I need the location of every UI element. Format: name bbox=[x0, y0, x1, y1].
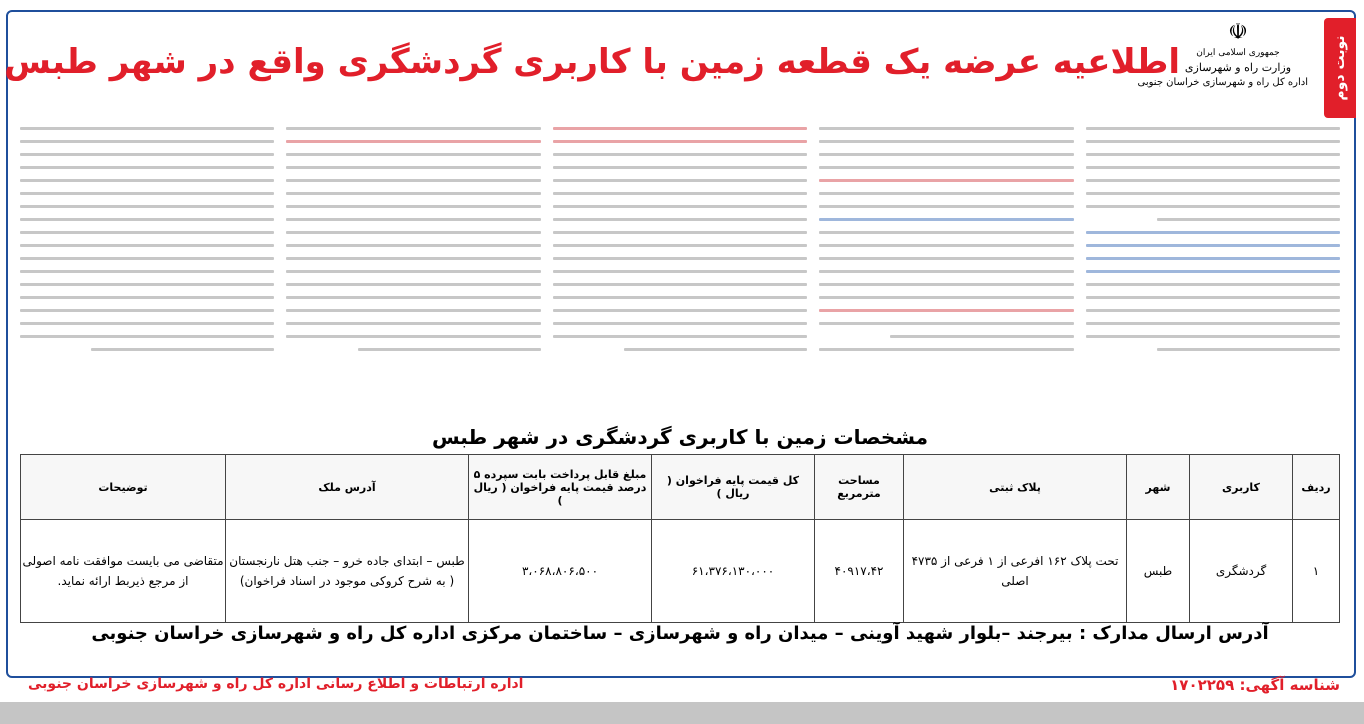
header-deposit: مبلغ قابل پرداخت بابت سپرده ۵ درصد قیمت پایه فراخوان ( ریال ) bbox=[469, 455, 652, 520]
publisher-credit: اداره ارتباطات و اطلاع رسانی اداره کل راه و شهرسازی خراسان جنوبی bbox=[28, 676, 524, 692]
cell-usage: گردشگری bbox=[1190, 520, 1293, 623]
logo-line-1: جمهوری اسلامی ایران bbox=[1196, 48, 1280, 58]
header-city: شهر bbox=[1127, 455, 1190, 520]
documents-address: آدرس ارسال مدارک : بیرجند –بلوار شهید آوینی – میدان راه و شهرسازی – ساختمان مرکزی اداره کل راه و شهرسازی خراسان جنوبی bbox=[91, 623, 1269, 644]
cell-area: ۴۰۹۱۷،۴۲ bbox=[815, 520, 904, 623]
cell-row-number: ۱ bbox=[1293, 520, 1340, 623]
logo-line-2: وزارت راه و شهرسازی bbox=[1184, 61, 1292, 74]
cell-city: طبس bbox=[1127, 520, 1190, 623]
body-column-4 bbox=[286, 118, 540, 418]
cell-property-address: طبس – ابتدای جاده خرو – جنب هتل نارنجستان ( به شرح کروکی موجود در اسناد فراخوان) bbox=[226, 520, 469, 623]
cell-registration-plate: تحت پلاک ۱۶۲ افرعی از ۱ فرعی از ۴۷۳۵ اصلی bbox=[904, 520, 1127, 623]
iran-emblem-icon: ☫ bbox=[1228, 20, 1248, 45]
logo-line-3: اداره کل راه و شهرسازی خراسان جنوبی bbox=[1137, 77, 1308, 88]
header-property-address: آدرس ملک bbox=[226, 455, 469, 520]
header-area: مساحت مترمربع bbox=[815, 455, 904, 520]
body-columns bbox=[20, 118, 1340, 418]
bottom-band bbox=[0, 702, 1364, 724]
body-column-5 bbox=[20, 118, 274, 418]
footer bbox=[6, 676, 1356, 698]
header-base-price: کل قیمت پایه فراخوان ( ریال ) bbox=[652, 455, 815, 520]
specs-table-title: مشخصات زمین با کاربری گردشگری در شهر طبس bbox=[432, 425, 928, 449]
body-column-3 bbox=[553, 118, 807, 418]
header-registration-plate: پلاک ثبتی bbox=[904, 455, 1127, 520]
header-usage: کاربری bbox=[1190, 455, 1293, 520]
header-notes: توضیحات bbox=[21, 455, 226, 520]
corner-tab-label: نوبت دوم bbox=[1332, 35, 1348, 101]
header-row-number: ردیف bbox=[1293, 455, 1340, 520]
cell-deposit: ۳،۰۶۸،۸۰۶،۵۰۰ bbox=[469, 520, 652, 623]
cell-base-price: ۶۱،۳۷۶،۱۳۰،۰۰۰ bbox=[652, 520, 815, 623]
ministry-logo bbox=[1137, 20, 1308, 110]
table-row bbox=[21, 520, 1340, 623]
second-round-tab bbox=[1324, 18, 1356, 118]
page-title: اطلاعیه عرضه یک قطعه زمین با کاربری گردشگری واقع در شهر طبس bbox=[3, 42, 1180, 82]
specs-table bbox=[20, 454, 1340, 623]
table-header-row bbox=[21, 455, 1340, 520]
body-column-2 bbox=[819, 118, 1073, 418]
body-column-1 bbox=[1086, 118, 1340, 418]
cell-notes: متقاضی می بایست موافقت نامه اصولی از مرجع ذیربط ارائه نماید. bbox=[21, 520, 226, 623]
ad-id: شناسه آگهی: ۱۷۰۲۲۵۹ bbox=[1170, 676, 1340, 694]
